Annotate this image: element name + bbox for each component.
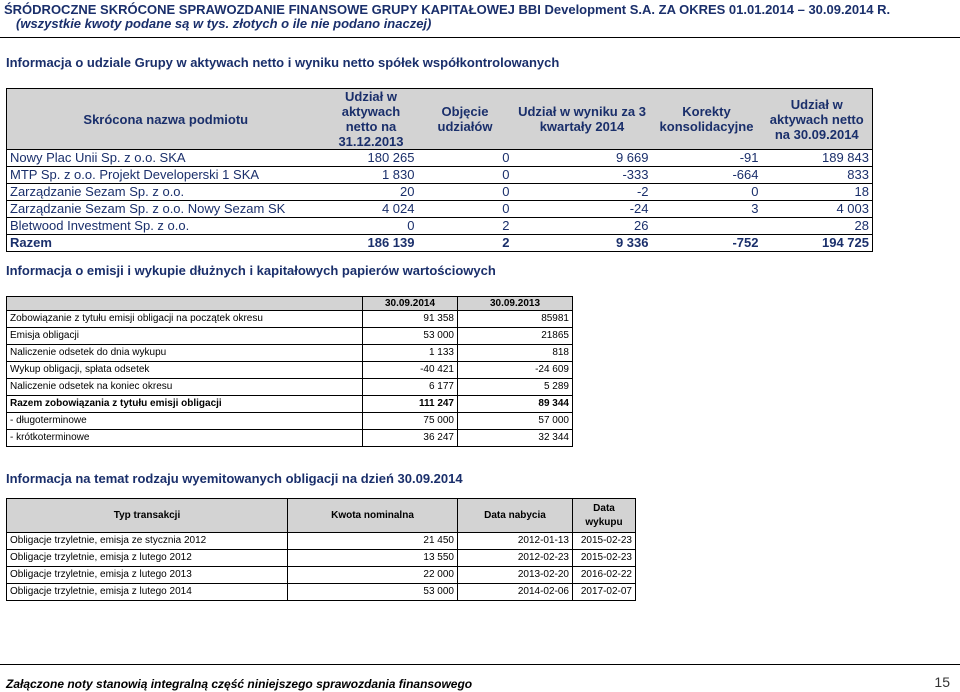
footer-divider: [0, 664, 960, 665]
row-label-cell: Zobowiązanie z tytułu emisji obligacji na początek okresu: [7, 311, 363, 328]
value-cell: 85981: [458, 311, 573, 328]
row-label-cell: Emisja obligacji: [7, 328, 363, 345]
value-cell: 18: [762, 184, 873, 201]
value-cell: 2017-02-07: [573, 584, 636, 601]
row-label-cell: Obligacje trzyletnie, emisja z lutego 2013: [7, 567, 288, 584]
value-cell: 13 550: [288, 550, 458, 567]
col-header: [7, 297, 363, 311]
row-label-cell: Obligacje trzyletnie, emisja ze stycznia 2012: [7, 533, 288, 550]
total-value-cell: -752: [652, 235, 762, 252]
table-row: [7, 567, 636, 584]
value-cell: 22 000: [288, 567, 458, 584]
row-label-cell: Wykup obligacji, spłata odsetek: [7, 362, 363, 379]
row-label-cell: Razem zobowiązania z tytułu emisji obligacji: [7, 396, 363, 413]
value-cell: -91: [652, 150, 762, 167]
footer-note: Załączone noty stanowią integralną część niniejszego sprawozdania finansowego: [6, 677, 473, 691]
col-header: 30.09.2013: [458, 297, 573, 311]
value-cell: 833: [762, 167, 873, 184]
value-cell: [652, 218, 762, 235]
total-value-cell: 9 336: [513, 235, 652, 252]
value-cell: 75 000: [363, 413, 458, 430]
row-label-cell: Obligacje trzyletnie, emisja z lutego 2014: [7, 584, 288, 601]
value-cell: -40 421: [363, 362, 458, 379]
total-row: [7, 235, 873, 252]
value-cell: 36 247: [363, 430, 458, 447]
value-cell: -664: [652, 167, 762, 184]
value-cell: 4 003: [762, 201, 873, 218]
col-header: Udział w wyniku za 3 kwartały 2014: [513, 89, 652, 150]
document-header-title: ŚRÓDROCZNE SKRÓCONE SPRAWOZDANIE FINANSOWE GRUPY KAPITAŁOWEJ BBI Development S.A. ZA OKRES 01.01.2014 – 30.09.2014 R.: [4, 2, 891, 17]
value-cell: 9 669: [513, 150, 652, 167]
table-row: [7, 584, 636, 601]
value-cell: 6 177: [363, 379, 458, 396]
value-cell: 0: [418, 150, 513, 167]
jv-share-table: [6, 88, 873, 252]
col-header: Typ transakcji: [7, 499, 288, 533]
value-cell: 2015-02-23: [573, 533, 636, 550]
col-header: Objęcie udziałów: [418, 89, 513, 150]
row-label-cell: Obligacje trzyletnie, emisja z lutego 2012: [7, 550, 288, 567]
value-cell: 0: [418, 167, 513, 184]
value-cell: 0: [418, 201, 513, 218]
entity-name-cell: Zarządzanie Sezam Sp. z o.o. Nowy Sezam SK: [7, 201, 325, 218]
total-value-cell: 2: [418, 235, 513, 252]
table-row: [7, 550, 636, 567]
value-cell: -333: [513, 167, 652, 184]
value-cell: 2015-02-23: [573, 550, 636, 567]
total-value-cell: 194 725: [762, 235, 873, 252]
value-cell: 111 247: [363, 396, 458, 413]
table-row: [7, 379, 573, 396]
table-row: [7, 201, 873, 218]
table-row: [7, 362, 573, 379]
row-label-cell: - długoterminowe: [7, 413, 363, 430]
document-header-subtitle: (wszystkie kwoty podane są w tys. złotych o ile nie podano inaczej): [16, 16, 432, 31]
table-row: [7, 430, 573, 447]
col-header: Udział w aktywach netto na 30.09.2014: [762, 89, 873, 150]
row-label-cell: - krótkoterminowe: [7, 430, 363, 447]
value-cell: 28: [762, 218, 873, 235]
bond-issue-table: [6, 296, 573, 447]
value-cell: 21865: [458, 328, 573, 345]
table-row: [7, 396, 573, 413]
total-value-cell: 186 139: [325, 235, 418, 252]
value-cell: 5 289: [458, 379, 573, 396]
value-cell: 189 843: [762, 150, 873, 167]
col-header: Data nabycia: [458, 499, 573, 533]
value-cell: -2: [513, 184, 652, 201]
value-cell: 0: [418, 184, 513, 201]
entity-name-cell: Bletwood Investment Sp. z o.o.: [7, 218, 325, 235]
total-label-cell: Razem: [7, 235, 325, 252]
col-header: Korekty konsolidacyjne: [652, 89, 762, 150]
value-cell: 53 000: [288, 584, 458, 601]
entity-name-cell: Zarządzanie Sezam Sp. z o.o.: [7, 184, 325, 201]
section1-title: Informacja o udziale Grupy w aktywach netto i wyniku netto spółek współkontrolowanych: [6, 55, 560, 70]
value-cell: 4 024: [325, 201, 418, 218]
table-header-row: [7, 89, 873, 150]
value-cell: 2016-02-22: [573, 567, 636, 584]
value-cell: 3: [652, 201, 762, 218]
table-header-row: [7, 499, 636, 533]
value-cell: 32 344: [458, 430, 573, 447]
col-header: Skrócona nazwa podmiotu: [7, 89, 325, 150]
value-cell: 53 000: [363, 328, 458, 345]
section2-title: Informacja o emisji i wykupie dłużnych i kapitałowych papierów wartościowych: [6, 263, 496, 278]
value-cell: 1 133: [363, 345, 458, 362]
value-cell: -24: [513, 201, 652, 218]
row-label-cell: Naliczenie odsetek na koniec okresu: [7, 379, 363, 396]
page-number: 15: [934, 674, 950, 690]
table-row: [7, 328, 573, 345]
value-cell: 2012-02-23: [458, 550, 573, 567]
value-cell: 180 265: [325, 150, 418, 167]
entity-name-cell: Nowy Plac Unii Sp. z o.o. SKA: [7, 150, 325, 167]
table-row: [7, 218, 873, 235]
value-cell: 0: [652, 184, 762, 201]
value-cell: 2: [418, 218, 513, 235]
value-cell: 91 358: [363, 311, 458, 328]
col-header: 30.09.2014: [363, 297, 458, 311]
value-cell: 57 000: [458, 413, 573, 430]
value-cell: 0: [325, 218, 418, 235]
table-row: [7, 150, 873, 167]
table-row: [7, 311, 573, 328]
value-cell: 26: [513, 218, 652, 235]
entity-name-cell: MTP Sp. z o.o. Projekt Developerski 1 SKA: [7, 167, 325, 184]
section3-title: Informacja na temat rodzaju wyemitowanych obligacji na dzień 30.09.2014: [6, 471, 463, 486]
col-header: Udział w aktywach netto na 31.12.2013: [325, 89, 418, 150]
table-row: [7, 167, 873, 184]
value-cell: 20: [325, 184, 418, 201]
table-header-row: [7, 297, 573, 311]
value-cell: 818: [458, 345, 573, 362]
table-row: [7, 345, 573, 362]
bond-types-table: [6, 498, 636, 601]
value-cell: 89 344: [458, 396, 573, 413]
row-label-cell: Naliczenie odsetek do dnia wykupu: [7, 345, 363, 362]
col-header: Kwota nominalna: [288, 499, 458, 533]
value-cell: 1 830: [325, 167, 418, 184]
value-cell: 21 450: [288, 533, 458, 550]
header-divider: [0, 37, 960, 38]
table-row: [7, 184, 873, 201]
value-cell: 2014-02-06: [458, 584, 573, 601]
value-cell: 2012-01-13: [458, 533, 573, 550]
value-cell: -24 609: [458, 362, 573, 379]
value-cell: 2013-02-20: [458, 567, 573, 584]
table-row: [7, 413, 573, 430]
col-header: Data wykupu: [573, 499, 636, 533]
table-row: [7, 533, 636, 550]
